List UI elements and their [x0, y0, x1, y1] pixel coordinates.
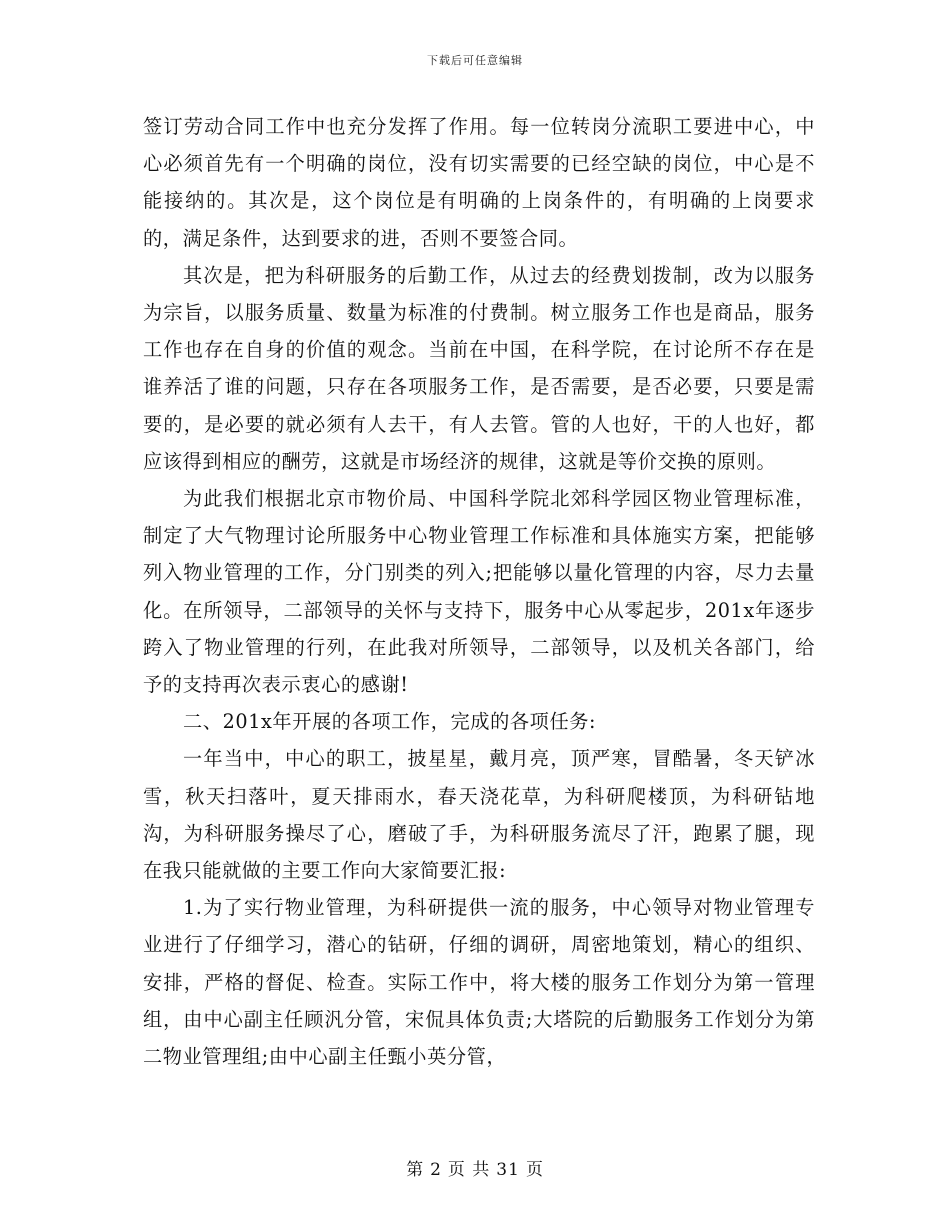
paragraph: 签订劳动合同工作中也充分发挥了作用。每一位转岗分流职工要进中心，中心必须首先有一个明确的岗位，没有切实需要的已经空缺的岗位，中心是不能接纳的。其次是，这个岗位是有明确的上岗条件的，有明确的上岗要求的，满足条件，达到要求的进，否则不要签合同。: [143, 115, 815, 250]
page-footer: [0, 1155, 950, 1180]
paragraph: 一年当中，中心的职工，披星星，戴月亮，顶严寒，冒酷暑，冬天铲冰雪，秋天扫落叶，夏天排雨水，春天浇花草，为科研爬楼顶，为科研钻地沟，为科研服务操尽了心，磨破了手，为科研服务流尽了汗，跑累了腿，现在我只能就做的主要工作向大家简要汇报:: [143, 747, 815, 883]
paragraph: 为此我们根据北京市物价局、中国科学院北郊科学园区物业管理标准，制定了大气物理讨论所服务中心物业管理工作标准和具体施实方案，把能够列入物业管理的工作，分门别类的列入;把能够以量化管理的内容，尽力去量化。在所领导，二部领导的关怀与支持下，服务中心从零起步，201x年逐步跨入了物业管理的行列，在此我对所领导，二部领导，以及机关各部门，给予的支持再次表示衷心的感谢!: [143, 487, 815, 697]
footer-suffix: 页: [525, 1160, 544, 1180]
footer-middle: 页 共: [447, 1160, 491, 1180]
footer-page-number: 2: [430, 1160, 442, 1180]
page-header-note: 下载后可任意编辑: [427, 54, 523, 67]
footer-prefix: 第: [406, 1160, 425, 1180]
footer-total-pages: 31: [496, 1160, 520, 1180]
paragraph: 二、201x年开展的各项工作，完成的各项任务:: [183, 710, 597, 734]
paragraph: 1.为了实行物业管理，为科研提供一流的服务，中心领导对物业管理专业进行了仔细学习，潜心的钻研，仔细的调研，周密地策划，精心的组织、安排，严格的督促、检查。实际工作中，将大楼的服务工作划分为第一管理组，由中心副主任顾汎分管，宋侃具体负责;大塔院的后勤服务工作划分为第二物业管理组;由中心副主任甄小英分管，: [143, 896, 815, 1069]
paragraph: 其次是，把为科研服务的后勤工作，从过去的经费划拨制，改为以服务为宗旨，以服务质量、数量为标准的付费制。树立服务工作也是商品，服务工作也存在自身的价值的观念。当前在中国，在科学院，在讨论所不存在是谁养活了谁的问题，只存在各项服务工作，是否需要，是否必要，只要是需要的，是必要的就必须有人去干，有人去管。管的人也好，干的人也好，都应该得到相应的酬劳，这就是市场经济的规律，这就是等价交换的原则。: [143, 263, 815, 473]
document-body: [143, 108, 815, 1075]
